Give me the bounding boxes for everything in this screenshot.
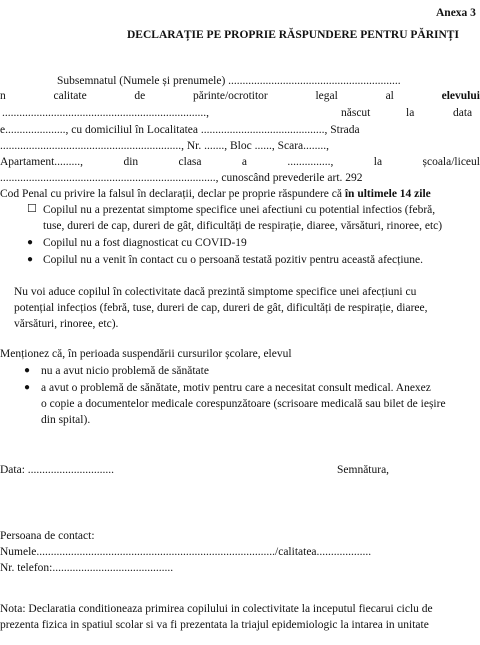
para2-line3: vărsături, rinoree, etc). — [14, 318, 119, 330]
word: din — [123, 156, 139, 168]
para1-line7: ..........................................................................., cunoscând prevederile art. 292 — [0, 172, 363, 184]
check1-line1: Copilul nu a prezentat simptome specifice unei afectiuni cu potential infectios (febră, — [43, 204, 436, 216]
para1-line8 — [0, 187, 431, 201]
bullet-icon: ● — [27, 254, 34, 265]
word: calitate — [53, 90, 87, 102]
para1-line2 — [0, 89, 480, 103]
word: de — [134, 90, 146, 102]
document-title: DECLARAȚIE PE PROPRIE RĂSPUNDERE PENTRU PĂRINȚI — [127, 29, 459, 41]
word: elevului — [441, 90, 480, 102]
annex-label: Anexa 3 — [436, 7, 476, 19]
option1: nu a avut nicio problemă de sănătate — [41, 365, 209, 377]
bullet-icon: ● — [24, 365, 31, 376]
option2-line3: din spital). — [41, 414, 91, 426]
bullet-icon: ● — [24, 382, 31, 393]
check3: Copilul nu a venit în contact cu o persoană testată pozitiv pentru această afecțiune. — [43, 254, 423, 266]
para1-line1: Subsemnatul (Numele și prenumele) ............................................................ — [57, 75, 401, 87]
check2: Copilul nu a fost diagnosticat cu COVID-19 — [43, 237, 247, 249]
para1-line5: ..............................................................., Nr. ......., Bloc ......, Scara........, — [0, 140, 330, 152]
note-line2: prezenta fizica in spatiul scolar si va fi prezentata la triajul epidemiologic la intarea in unitate — [0, 619, 429, 631]
contact-title: Persoana de contact: — [0, 530, 95, 542]
bullet-icon: ● — [27, 237, 34, 248]
word: părinte/ocrotitor — [193, 90, 268, 102]
word: n — [0, 90, 6, 102]
para2-line2: potențial infecțios (febră, tuse, dureri de cap, dureri de gât, dificultăți de respirație, diaree, — [14, 302, 428, 314]
para1-line6 — [0, 155, 480, 169]
word: al — [385, 90, 394, 102]
word: legal — [315, 90, 338, 102]
word: a — [241, 156, 248, 168]
para1-line3c: la — [406, 107, 415, 119]
checkbox-icon: ☐ — [27, 203, 37, 215]
note-line1: Nota: Declaratia conditioneaza primirea copilului in colectivitate la inceputul fiecarui ciclu de — [0, 603, 433, 615]
para1-line3d: data — [453, 107, 473, 119]
contact-phone-field: Nr. telefon:.......................................... — [0, 562, 174, 574]
word: ..............., — [287, 156, 334, 168]
last-14-days: în ultimele 14 zile — [344, 188, 431, 200]
para1-line8-text: Cod Penal cu privire la falsul în declarații, declar pe proprie răspundere că — [0, 188, 345, 200]
option2-line1: a avut o problemă de sănătate, motiv pentru care a necesitat consult medical. Anexez — [41, 382, 431, 394]
date-field: Data: .............................. — [0, 464, 115, 476]
para1-line4: e....................., cu domiciliul în Localitatea ..........................................., Strada — [0, 124, 360, 136]
para3: Menționez că, în perioada suspendării cursurilor școlare, elevul — [0, 348, 292, 360]
para1-line3b: născut — [341, 107, 371, 119]
para1-line3a: ......................................................................., — [2, 107, 209, 119]
signature-label: Semnătura, — [337, 464, 390, 476]
word: clasa — [178, 156, 202, 168]
contact-name-field: Numele.................................................................................../calitatea................... — [0, 546, 372, 558]
word: Apartament........., — [0, 156, 84, 168]
check1-line2: tuse, dureri de cap, dureri de gât, dificultăți de respirație, diaree, vărsături, rinoree, etc) — [43, 220, 443, 232]
word: la — [373, 156, 383, 168]
word: școala/liceul — [422, 156, 480, 168]
para2-line1: Nu voi aduce copilul în colectivitate dacă prezintă simptome specifice unei afecțiuni cu — [14, 286, 417, 298]
option2-line2: o copie a documentelor medicale corespunzătoare (scrisoare medicală sau bilet de ieșire — [41, 398, 446, 410]
